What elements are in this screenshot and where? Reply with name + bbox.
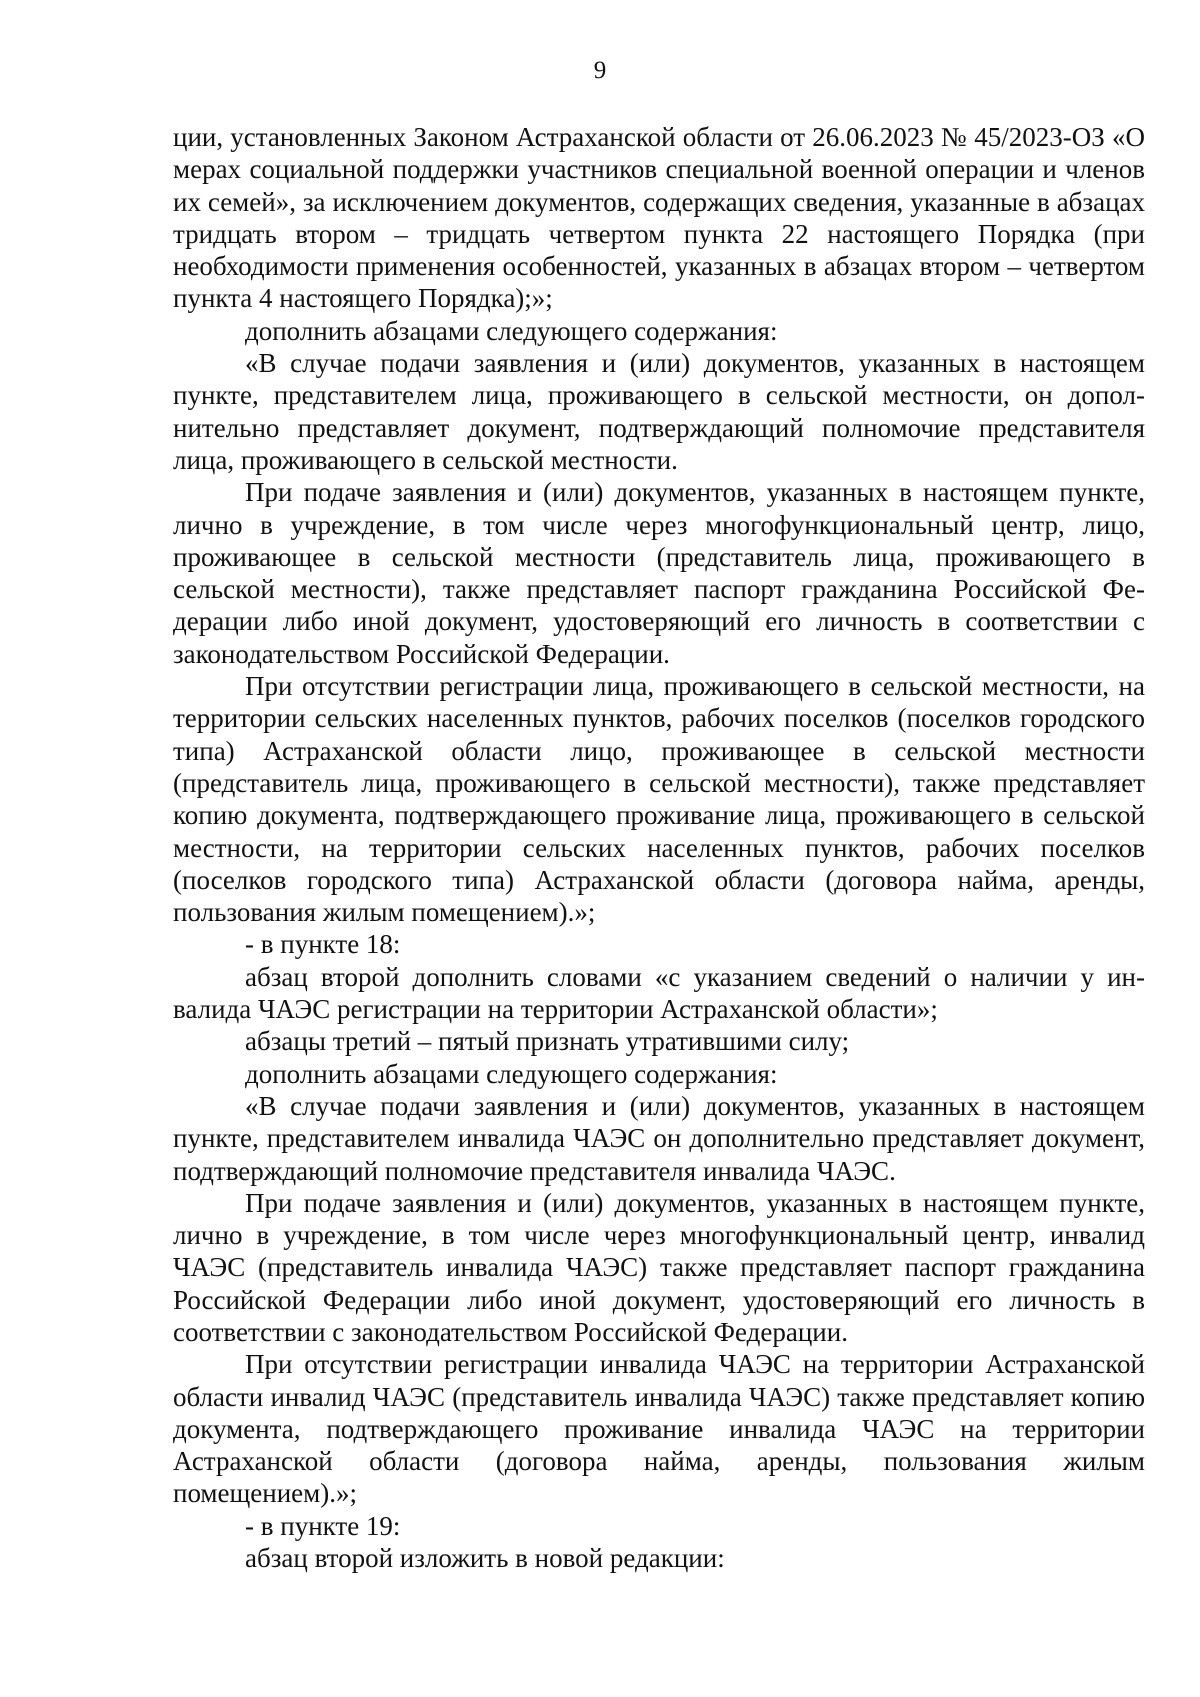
- paragraph: «В случае подачи заявления и (или) документов, указанных в настоящем пункте, представителем инвалида ЧАЭС он дополнительно представляет документ, подтверждающий полномочие представителя инвалида ЧАЭС.: [173, 1090, 1145, 1186]
- paragraph: «В случае подачи заявления и (или) документов, указанных в настоящем пункте, представителем лица, проживающего в сельской местности, он дополнительно представляет документ, подтверждающий полномочие представителя лица, проживающего в сельской местности.: [173, 348, 1145, 475]
- paragraph: абзац второй изложить в новой редакции:: [245, 1543, 725, 1574]
- page-number: 9: [593, 57, 607, 84]
- paragraph: При подаче заявления и (или) документов, указанных в настоящем пункте, лично в учреждение, в том числе через многофункциональный центр, лицо, проживающее в сельской местности (представитель лица, проживающего в сельской местности), также представляет паспорт гражданина Российской Федерации либо иной документ, удостоверяющий его личность в соответствии с законодательством Российской Федерации.: [173, 477, 1145, 669]
- paragraph: При подаче заявления и (или) документов, указанных в настоящем пункте, лично в учреждение, в том числе через многофункциональный центр, инвалид ЧАЭС (представитель инвалида ЧАЭС) также представляет паспорт гражданина Российской Федерации либо иной документ, удостоверяющий его личность в соответствии с законодательством Российской Федерации.: [173, 1187, 1145, 1347]
- paragraph: абзацы третий – пятый признать утратившими силу;: [245, 1026, 850, 1057]
- paragraph: - в пункте 18:: [245, 929, 401, 960]
- paragraph: ции, установленных Законом Астраханской области от 26.06.2023 № 45/2023-ОЗ «О мерах социальной поддержки участников специальной военной операции и членов их семей», за исключением документов, содержащих сведения, указанные в абзацах тридцать втором – тридцать четвертом пункта 22 настоящего Порядка (при необходимости применения особенностей, указанных в абзацах втором – четвертом пункта 4 настоящего Порядка);»;: [173, 122, 1145, 314]
- paragraph: дополнить абзацами следующего содержания:: [245, 1058, 778, 1089]
- paragraph: При отсутствии регистрации инвалида ЧАЭС на территории Астраханской области инвалид ЧАЭС (представитель инвалида ЧАЭС) также представляет копию документа, подтверждающего проживание инвалида ЧАЭС на территории Астраханской области (договора найма, аренды, пользования жилым помещением).»;: [173, 1349, 1145, 1509]
- paragraph: абзац второй дополнить словами «с указанием сведений о наличии у инвалида ЧАЭС регистрации на территории Астраханской области»;: [173, 961, 1145, 1025]
- document-body: [173, 121, 1145, 1574]
- paragraph: - в пункте 19:: [245, 1510, 401, 1541]
- paragraph: При отсутствии регистрации лица, проживающего в сельской местности, на территории сельских населенных пунктов, рабочих поселков (поселков городского типа) Астраханской области лицо, проживающее в сельской местности (представитель лица, проживающего в сельской местности), также представляет копию документа, подтверждающего проживание лица, проживающего в сельской местности, на территории сельских населенных пунктов, рабочих поселков (поселков городского типа) Астраханской области (договора найма, аренды, пользования жилым помещением).»;: [173, 671, 1145, 928]
- paragraph: дополнить абзацами следующего содержания:: [245, 315, 778, 346]
